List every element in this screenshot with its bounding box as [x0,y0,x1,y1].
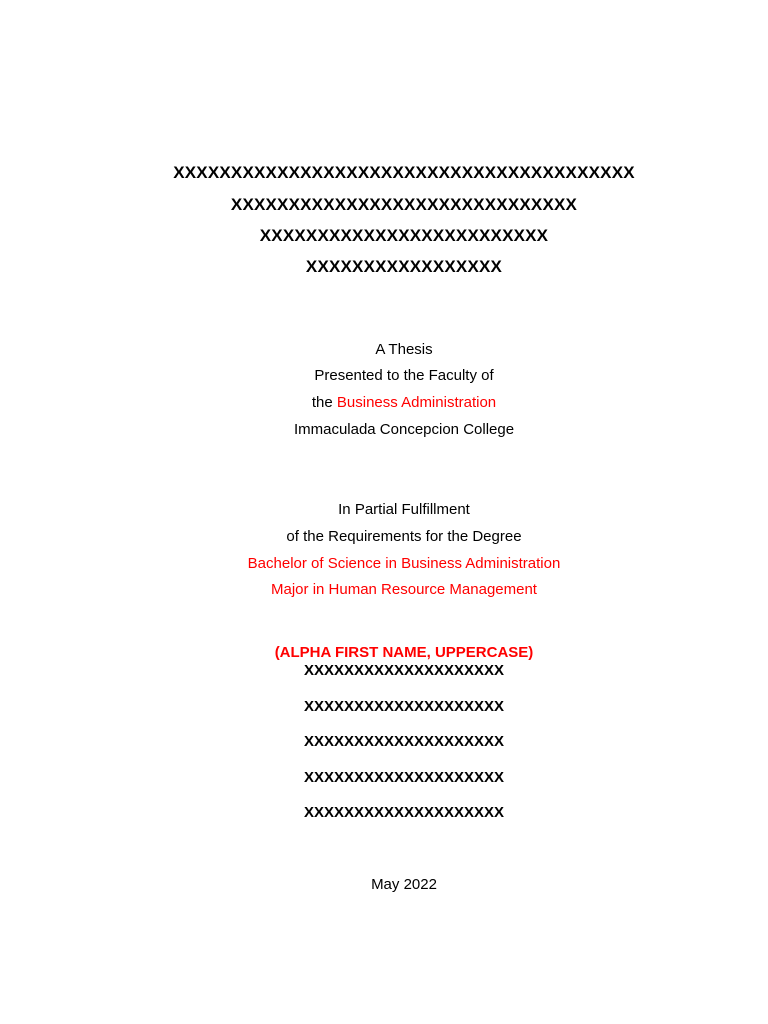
author-2: XXXXXXXXXXXXXXXXXXXX [303,698,505,715]
author-5: XXXXXXXXXXXXXXXXXXXX [303,804,505,821]
thesis-title-line-4: XXXXXXXXXXXXXXXXX [305,257,503,276]
requirements-line: of the Requirements for the Degree [286,528,522,545]
thesis-title-line-1: XXXXXXXXXXXXXXXXXXXXXXXXXXXXXXXXXXXXXXXX [173,163,635,182]
the-word: the [311,394,337,411]
thesis-title-line-3: XXXXXXXXXXXXXXXXXXXXXXXXX [259,226,549,245]
department-line [0,394,768,411]
author-1: XXXXXXXXXXXXXXXXXXXX [303,662,505,679]
partial-fulfillment: In Partial Fulfillment [338,501,470,518]
presented-line: Presented to the Faculty of [314,367,494,384]
author-format-note: (ALPHA FIRST NAME, UPPERCASE) [274,644,534,661]
degree-name: Bachelor of Science in Business Administration [247,555,561,572]
thesis-label: A Thesis [375,341,433,358]
department-name: Business Administration [336,394,497,411]
thesis-title-line-2: XXXXXXXXXXXXXXXXXXXXXXXXXXXXXX [230,195,578,214]
submission-date: May 2022 [371,876,437,893]
author-4: XXXXXXXXXXXXXXXXXXXX [303,769,505,786]
major-name: Major in Human Resource Management [271,581,537,598]
college-name: Immaculada Concepcion College [293,421,515,438]
author-3: XXXXXXXXXXXXXXXXXXXX [303,733,505,750]
